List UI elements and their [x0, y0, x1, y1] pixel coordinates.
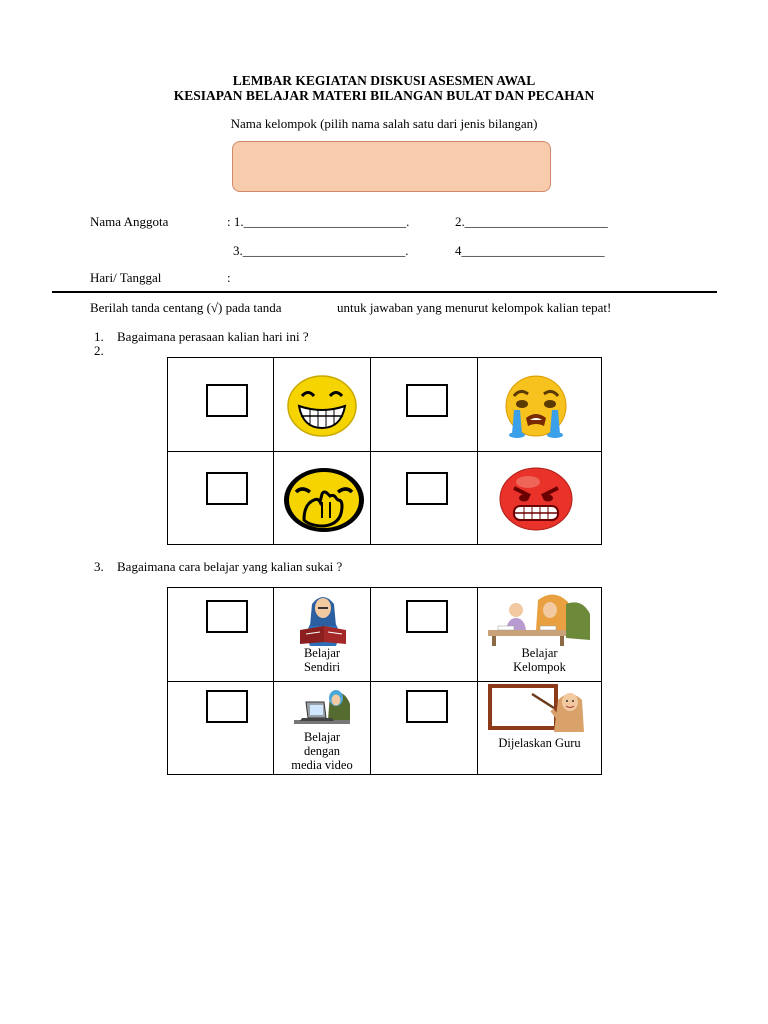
learning-option-cell — [478, 588, 602, 682]
student-laptop-icon — [292, 684, 354, 732]
question-2-number: 2. — [94, 343, 104, 358]
members-label: Nama Anggota — [90, 214, 169, 229]
date-label: Hari/ Tanggal — [90, 270, 162, 285]
question-3-text: Bagaimana cara belajar yang kalian sukai ? — [117, 559, 343, 574]
checkbox-group-study[interactable] — [406, 600, 448, 633]
checkbox-video-study[interactable] — [206, 690, 248, 723]
date-field[interactable]: : — [227, 270, 231, 285]
checkbox-crying[interactable] — [406, 384, 448, 417]
checkbox-yawning[interactable] — [206, 472, 248, 505]
learning-checkbox-cell — [371, 682, 478, 775]
question-1-number: 1. — [94, 329, 104, 344]
feelings-icon-cell — [478, 358, 602, 452]
checkbox-angry[interactable] — [406, 472, 448, 505]
learning-checkbox-cell — [168, 588, 274, 682]
learning-option-cell — [478, 682, 602, 775]
teacher-whiteboard-icon — [488, 684, 588, 732]
learning-style-table — [167, 587, 602, 775]
checkbox-teacher-explains[interactable] — [406, 690, 448, 723]
feelings-checkbox-cell — [168, 358, 274, 452]
teacher-explains-label: Dijelaskan Guru — [498, 736, 581, 750]
divider-line — [52, 291, 717, 293]
video-study-label-3: media video — [291, 758, 353, 772]
student-reading-icon — [290, 590, 356, 648]
angry-emoji-icon — [498, 466, 574, 532]
feelings-icon-cell — [478, 452, 602, 545]
group-study-label-2: Kelompok — [513, 660, 566, 674]
member-2-field[interactable]: 2.______________________ — [455, 214, 608, 229]
checkbox-self-study[interactable] — [206, 600, 248, 633]
feelings-table — [167, 357, 602, 545]
member-4-field[interactable]: 4______________________ — [455, 243, 605, 258]
feelings-checkbox-cell — [168, 452, 274, 545]
feelings-checkbox-cell — [371, 358, 478, 452]
self-study-label-2: Sendiri — [303, 660, 341, 674]
video-study-label-2: dengan — [303, 744, 341, 758]
group-name-instruction: Nama kelompok (pilih nama salah satu dari jenis bilangan) — [230, 116, 538, 131]
checkbox-laughing[interactable] — [206, 384, 248, 417]
group-study-icon — [486, 590, 592, 648]
feelings-icon-cell — [274, 452, 371, 545]
learning-checkbox-cell — [168, 682, 274, 775]
instruction-text-start: Berilah tanda centang (√) pada tanda — [90, 300, 282, 315]
self-study-label-1: Belajar — [303, 646, 341, 660]
worksheet-title: LEMBAR KEGIATAN DISKUSI ASESMEN AWAL — [232, 73, 536, 88]
member-1-field[interactable]: : 1._________________________. — [227, 214, 410, 229]
instruction-text-end: untuk jawaban yang menurut kelompok kalian tepat! — [337, 300, 612, 315]
group-name-field[interactable] — [232, 141, 551, 192]
feelings-icon-cell — [274, 358, 371, 452]
crying-emoji-icon — [500, 374, 572, 440]
member-3-field[interactable]: 3._________________________. — [233, 243, 409, 258]
learning-option-cell — [274, 682, 371, 775]
laughing-emoji-icon — [286, 374, 358, 438]
yawning-emoji-icon — [282, 466, 366, 534]
question-3-number: 3. — [94, 559, 104, 574]
question-1-text: Bagaimana perasaan kalian hari ini ? — [117, 329, 309, 344]
learning-checkbox-cell — [371, 588, 478, 682]
group-study-label-1: Belajar — [521, 646, 558, 660]
feelings-checkbox-cell — [371, 452, 478, 545]
learning-option-cell — [274, 588, 371, 682]
video-study-label-1: Belajar — [303, 730, 341, 744]
worksheet-subtitle: KESIAPAN BELAJAR MATERI BILANGAN BULAT DAN PECAHAN — [173, 88, 595, 103]
